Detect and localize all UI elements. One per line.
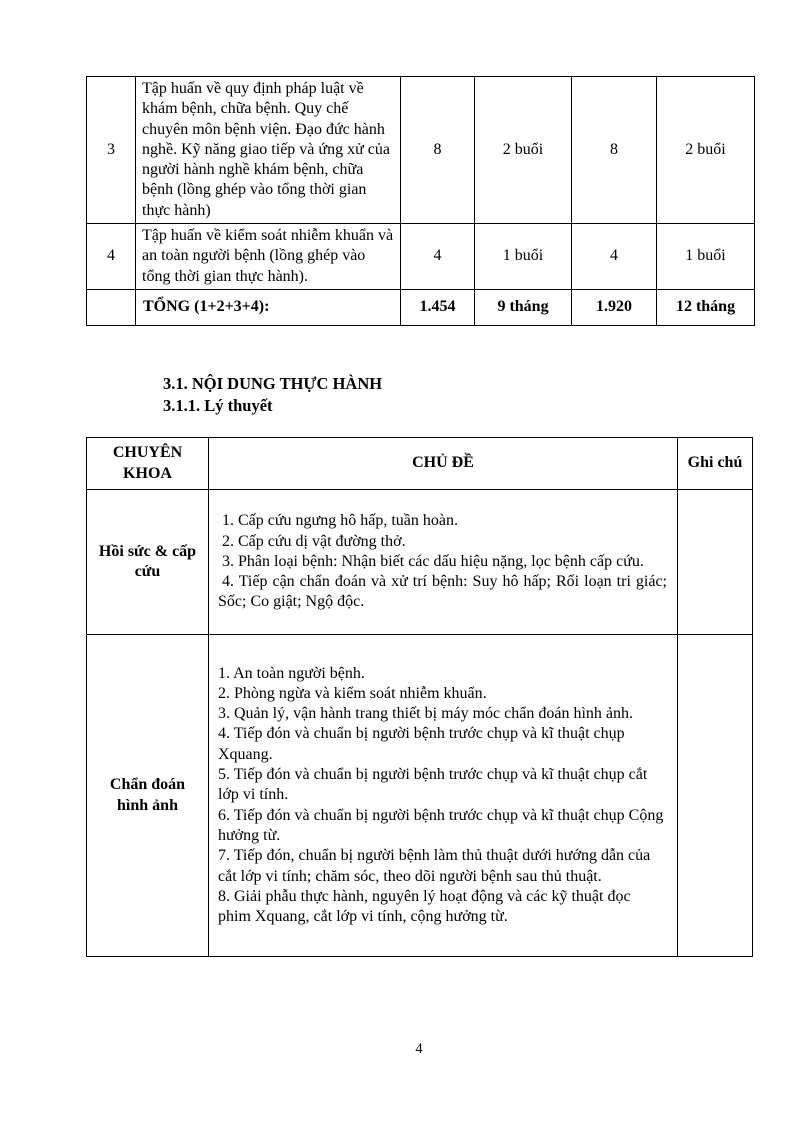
topic-item: 1. Cấp cứu ngưng hô hấp, tuần hoàn. bbox=[222, 512, 458, 530]
topic-item: 1. An toàn người bệnh. bbox=[218, 664, 365, 682]
hours-cell: 4 bbox=[401, 224, 475, 290]
activity-content-cell: Tập huấn về quy định pháp luật về khám bệnh, chữa bệnh. Quy chế chuyên môn bệnh viện. Đạo đức hành nghề. Kỹ năng giao tiếp và ứng xử của người hành nghề khám bệnh, chữa bệnh (lồng ghép vào tổng thời gian thực hành) bbox=[136, 77, 401, 224]
topic-item: 2. Phòng ngừa và kiểm soát nhiễm khuẩn. bbox=[218, 684, 487, 702]
summary-row-3 bbox=[87, 77, 755, 224]
activity-content-cell: Tập huấn về kiểm soát nhiễm khuẩn và an toàn người bệnh (lồng ghép vào tổng thời gian thực hành). bbox=[136, 224, 401, 290]
topic-item: 6. Tiếp đón và chuẩn bị người bệnh trước chụp và kĩ thuật chụp Cộng hưởng từ. bbox=[218, 806, 664, 844]
specialty-cell: Hồi sức & cấp cứu bbox=[87, 490, 209, 635]
theory-table bbox=[86, 437, 753, 957]
note-cell bbox=[678, 635, 753, 957]
total-duration-cell: 9 tháng bbox=[475, 289, 572, 325]
summary-table bbox=[86, 76, 755, 326]
duration-cell: 2 buổi bbox=[657, 77, 755, 224]
section-headings bbox=[163, 373, 382, 417]
note-header-cell: Ghi chú bbox=[678, 438, 753, 490]
summary-row-4 bbox=[87, 224, 755, 290]
specialty-header-cell: CHUYÊN KHOA bbox=[87, 438, 209, 490]
row-number-cell bbox=[87, 289, 136, 325]
topic-item: 2. Cấp cứu dị vật đường thở. bbox=[222, 532, 406, 550]
topic-item: 5. Tiếp đón và chuẩn bị người bệnh trước chụp và kĩ thuật chụp cắt lớp vi tính. bbox=[218, 766, 648, 804]
subsection-title: 3.1.1. Lý thuyết bbox=[163, 396, 273, 415]
hours-cell: 8 bbox=[572, 77, 657, 224]
row-number-cell: 4 bbox=[87, 224, 136, 290]
total-hours-cell: 1.454 bbox=[401, 289, 475, 325]
topic-header-cell: CHỦ ĐỀ bbox=[209, 438, 678, 490]
topics-cell bbox=[209, 490, 678, 635]
topic-item: 3. Phân loại bệnh: Nhận biết các dấu hiệu nặng, lọc bệnh cấp cứu. bbox=[222, 552, 644, 570]
note-cell bbox=[678, 490, 753, 635]
row-number-cell: 3 bbox=[87, 77, 136, 224]
duration-cell: 1 buổi bbox=[475, 224, 572, 290]
duration-cell: 1 buổi bbox=[657, 224, 755, 290]
theory-row-emergency bbox=[87, 490, 753, 635]
specialty-cell: Chẩn đoán hình ảnh bbox=[87, 635, 209, 957]
topic-item: 8. Giải phẫu thực hành, nguyên lý hoạt động và các kỹ thuật đọc phim Xquang, cắt lớp vi tính, cộng hưởng từ. bbox=[218, 887, 631, 926]
topic-item: 7. Tiếp đón, chuẩn bị người bệnh làm thủ thuật dưới hướng dẫn của cắt lớp vi tính; chăm sóc, theo dõi người bệnh sau thủ thuật. bbox=[218, 847, 651, 885]
duration-cell: 2 buổi bbox=[475, 77, 572, 224]
summary-total-row bbox=[87, 289, 755, 325]
total-duration-cell: 12 tháng bbox=[657, 289, 755, 325]
topic-item: 4. Tiếp đón và chuẩn bị người bệnh trước chụp và kĩ thuật chụp Xquang. bbox=[218, 725, 625, 763]
topic-item: 4. Tiếp cận chẩn đoán và xử trí bệnh: Suy hô hấp; Rối loạn tri giác; Sốc; Co giật; Ngộ độc. bbox=[218, 573, 667, 611]
total-label-cell: TỔNG (1+2+3+4): bbox=[136, 289, 401, 325]
total-hours-cell: 1.920 bbox=[572, 289, 657, 325]
hours-cell: 8 bbox=[401, 77, 475, 224]
page-number: 4 bbox=[415, 1041, 423, 1057]
theory-header-row bbox=[87, 438, 753, 490]
hours-cell: 4 bbox=[572, 224, 657, 290]
theory-row-imaging bbox=[87, 635, 753, 957]
section-title: 3.1. NỘI DUNG THỰC HÀNH bbox=[163, 374, 383, 393]
topics-cell bbox=[209, 635, 678, 957]
topic-item: 3. Quản lý, vận hành trang thiết bị máy móc chẩn đoán hình ảnh. bbox=[218, 705, 634, 723]
